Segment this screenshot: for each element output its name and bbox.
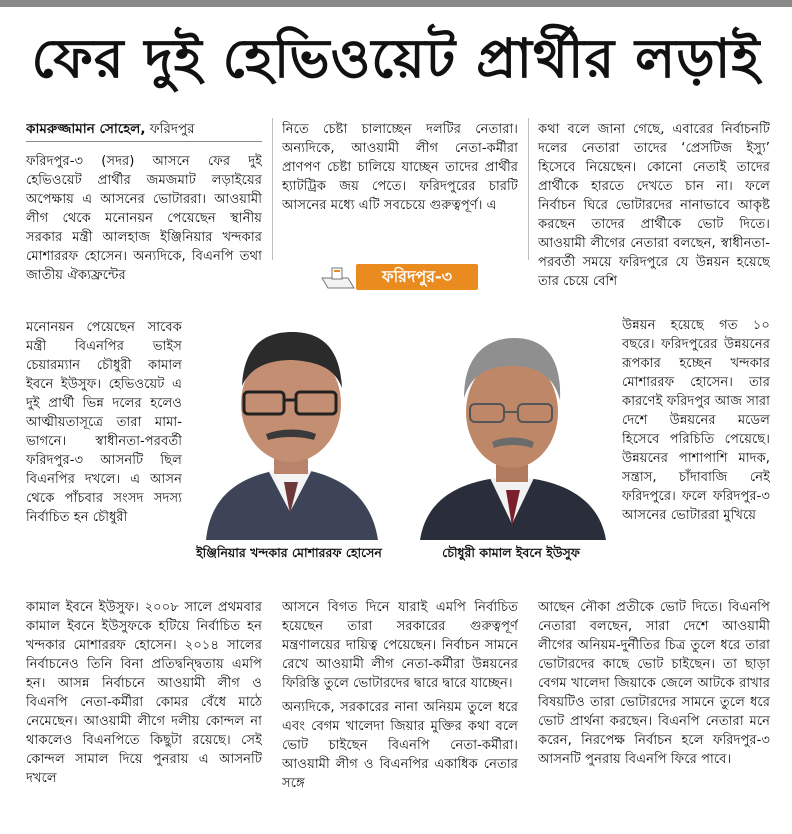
paragraph: আসনে বিগত দিনে যারাই এমপি নির্বাচিত হয়েছেন তারা সরকারের গুরুত্বপূর্ণ মন্ত্রণালয়ের দায়িত্ব পেয়েছেন। নির্বাচন সামনে রেখে আওয়ামী লীগ নেতা-কর্মীরা উন্নয়নের ফিরিস্তি তুলে ভোটারদের দ্বারে দ্বারে যাচ্ছেন। — [282, 600, 518, 691]
ballot-box-icon — [318, 266, 358, 292]
column-3-bottom — [538, 598, 770, 834]
column-divider — [528, 118, 529, 260]
byline-location: ফরিদপুর — [145, 121, 195, 137]
paragraph: অন্যদিকে, সরকারের নানা অনিয়ম তুলে ধরে এবং বেগম খালেদা জিয়ার মুক্তির কথা বলে ভোট চাইছেন বিএনপি নেতা-কর্মীরা। আওয়ামী লীগ ও বিএনপির একাধিক নেতার সঙ্গে — [282, 700, 518, 791]
column-1-middle — [26, 318, 182, 598]
column-2-top — [282, 120, 518, 252]
byline — [26, 120, 262, 142]
paragraph: আছেন নৌকা প্রতীকে ভোট দিতে। বিএনপি নেতারা বলছেন, সারা দেশে আওয়ামী লীগের অনিয়ম-দুর্নীতির চিত্র তুলে ধরে তারা ভোটারদের কাছে ভোট চাইছেন। তা ছাড়া বেগম খালেদা জিয়াকে জেলে আটকে রাখার বিষয়টিও তারা ভোটারদের সামনে তুলে ধরে ভোট প্রার্থনা করছেন। বিএনপি নেতারা মনে করেন, নিরপেক্ষ নির্বাচন হলে ফরিদপুর-৩ আসনটি পুনরায় বিএনপি ফিরে পাবে। — [538, 600, 770, 767]
column-3-top — [538, 120, 770, 316]
column-3-middle — [622, 316, 770, 598]
section-tag-label: ফরিদপুর-৩ — [356, 264, 478, 290]
column-1-top — [26, 120, 262, 318]
column-2-bottom — [282, 598, 518, 834]
paragraph: উন্নয়ন হয়েছে গত ১০ বছরে। ফরিদপুরের উন্নয়নের রূপকার হচ্ছেন খন্দকার মোশাররফ হোসেন। তার কারণেই ফরিদপুর আজ সারা দেশে উন্নয়নের মডেল হিসেবে পরিচিতি পেয়েছে। উন্নয়নের পাশাপাশি মাদক, সন্ত্রাস, চাঁদাবাজি নেই ফরিদপুরে। ফলে ফরিদপুর-৩ আসনের ভোটাররা মুখিয়ে — [622, 318, 770, 523]
caption-left: ইঞ্জিনিয়ার খন্দকার মোশাররফ হোসেন — [196, 545, 382, 560]
caption-right: চৌধুরী কামাল ইবনে ইউসুফ — [442, 545, 580, 560]
column-1-bottom — [26, 598, 262, 834]
paragraph: কামাল ইবনে ইউসুফ। ২০০৮ সালে প্রথমবার কামাল ইবনে ইউসুফকে হটিয়ে নির্বাচিত হন খন্দকার মোশাররফ হোসেন। ২০১৪ সালের নির্বাচনেও তিনি বিনা প্রতিদ্বন্দ্বিতায় এমপি হন। আসন্ন নির্বাচনে আওয়ামী লীগ ও বিএনপি নেতা-কর্মীরা কোমর বেঁধে মাঠে নেমেছেন। আওয়ামী লীগে দলীয় কোন্দল না থাকলেও বিএনপিতে কিছুটা রয়েছে। সেই কোন্দল সামাল দিয়ে পুনরায় এ আসনটি দখলে — [26, 600, 262, 786]
photo-khandaker-mosharraf-hossain — [186, 300, 392, 540]
section-tag — [318, 262, 480, 292]
paragraph: নিতে চেষ্টা চালাচ্ছেন দলটির নেতারা। অন্যদিকে, আওয়ামী লীগ নেতা-কর্মীরা প্রাণপণ চেষ্টা চালিয়ে যাচ্ছেন তাদের প্রার্থীর হ্যাটট্রিক জয় পেতে। ফরিদপুরের চারটি আসনের মধ্যে এটি সবচেয়ে গুরুত্বপূর্ণ। এ — [282, 122, 518, 213]
paragraph: মনোনয়ন পেয়েছেন সাবেক মন্ত্রী বিএনপির ভাইস চেয়ারম্যান চৌধুরী কামাল ইবনে ইউসুফ। হেভিওয়েট এ দুই প্রার্থী ভিন্ন দলের হলেও আত্মীয়তাসূত্রে তারা মামা-ভাগনে। স্বাধীনতা-পরবর্তী ফরিদপুর-৩ আসনটি ছিল বিএনপির দখলে। এ আসন থেকে পাঁচবার সংসদ সদস্য নির্বাচিত হন চৌধুরী — [26, 320, 182, 525]
top-rule — [0, 0, 792, 7]
photo-chowdhury-kamal-ibne-yusuf — [404, 318, 618, 540]
paragraph: কথা বলে জানা গেছে, এবারের নির্বাচনটি দলের নেতারা তাদের ‘প্রেসটিজ ইস্যু’ হিসেবে নিয়েছেন। কোনো নেতাই তাদের প্রার্থীকে হারতে দেখতে চান না। ফলে নির্বাচন ঘিরে ভোটারদের নানাভাবে আকৃষ্ট করছেন তাদের প্রার্থীকে ভোট দিতে। আওয়ামী লীগের নেতারা বলছেন, স্বাধীনতা-পরবর্তী সময়ে ফরিদপুরে যে উন্নয়ন হয়েছে তার চেয়ে বেশি — [538, 122, 770, 289]
column-divider — [272, 118, 273, 260]
paragraph: ফরিদপুর-৩ (সদর) আসনে ফের দুই হেভিওয়েট প্রার্থীর জমজমাট লড়াইয়ের অপেক্ষায় এ আসনের ভোটাররা। আওয়ামী লীগ থেকে মনোনয়ন পেয়েছেন স্থানীয় সরকার মন্ত্রী আলহাজ ইঞ্জিনিয়ার খন্দকার মোশাররফ হোসেন। অন্যদিকে, বিএনপি তথা জাতীয় ঐক্যফ্রন্টের — [26, 154, 262, 283]
headline: ফের দুই হেভিওয়েট প্রার্থীর লড়াই — [31, 27, 761, 90]
byline-author: কামরুজ্জামান সোহেল, — [26, 121, 146, 137]
